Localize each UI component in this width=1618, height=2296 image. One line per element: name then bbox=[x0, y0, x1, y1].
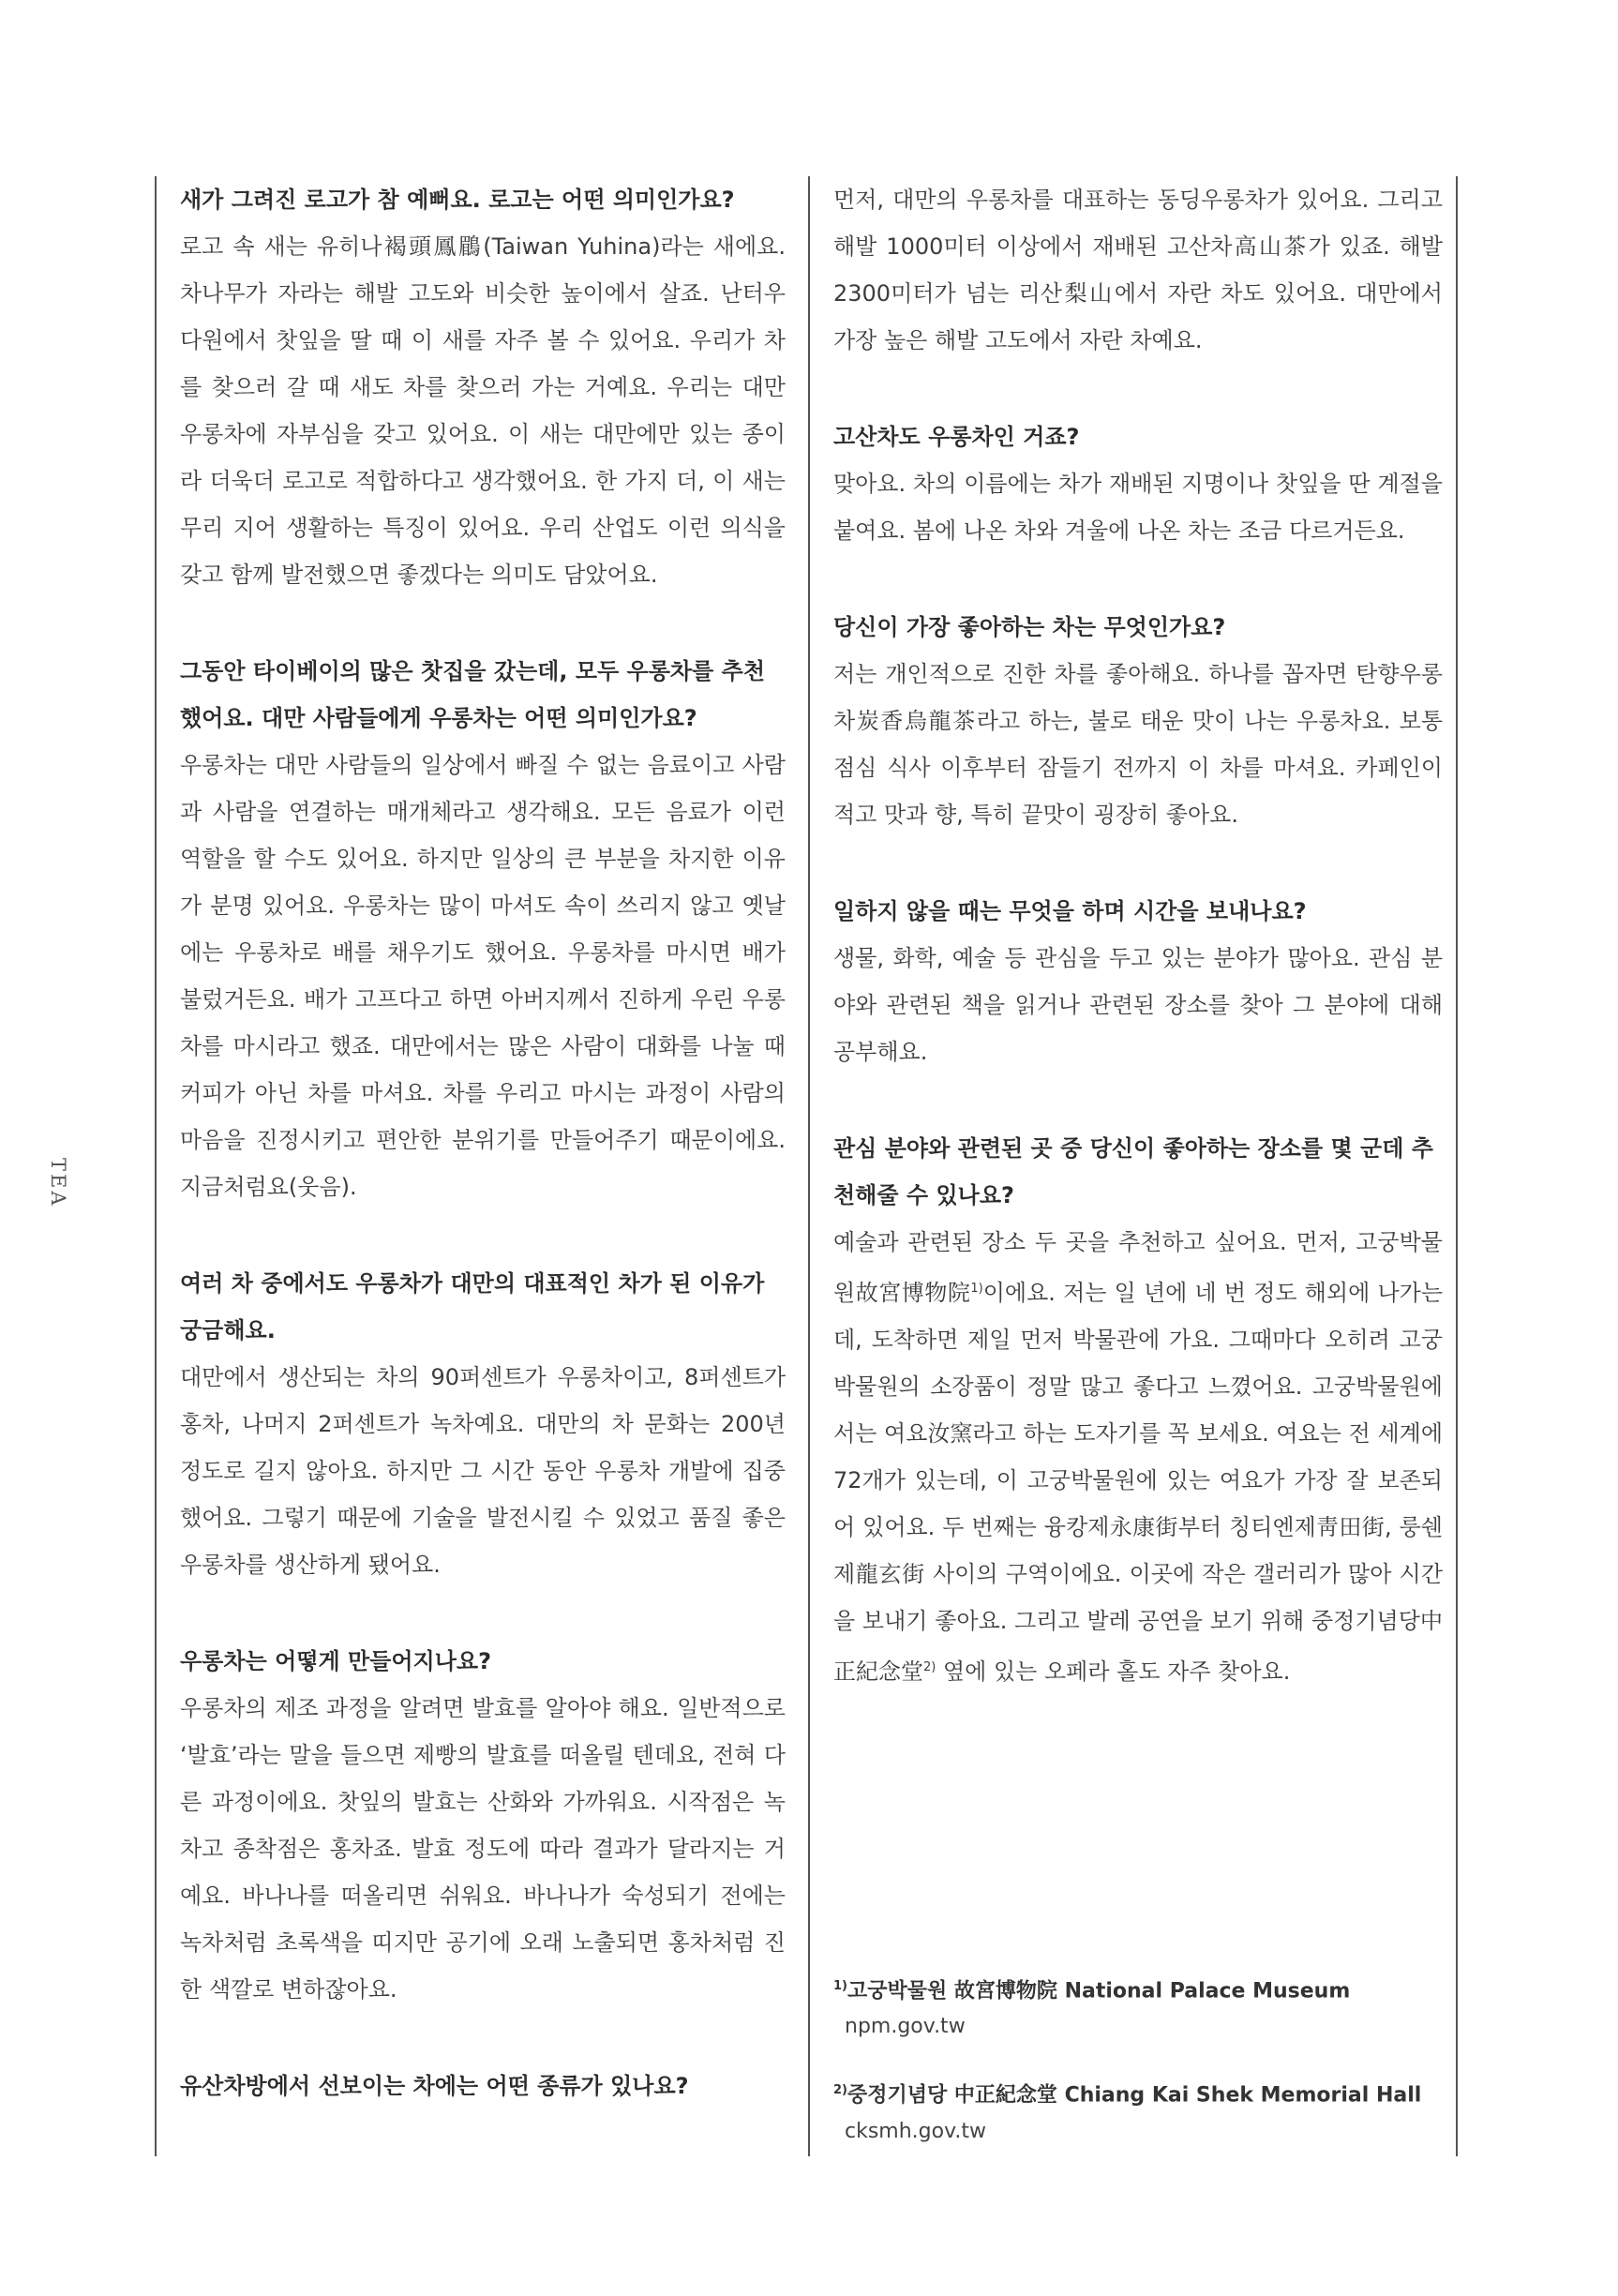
footnote-title bbox=[833, 2073, 1443, 2113]
column-rule-left bbox=[155, 176, 157, 2156]
answer-text: 예술과 관련된 장소 두 곳을 추천하고 싶어요. 먼저, 고궁박물원故宮博物院 bbox=[833, 1229, 1443, 1306]
answer-continued: 먼저, 대만의 우롱차를 대표하는 동딩우롱차가 있어요. 그리고 해발 1000미터 이상에서 재배된 고산차高山茶가 있죠. 해발 2300미터가 넘는 리산梨山에서 자란 차도 있어요. 대만에서 가장 높은 해발 고도에서 자란 차예요. bbox=[833, 187, 1443, 353]
left-column bbox=[180, 176, 786, 2159]
question: 유산차방에서 선보이는 차에는 어떤 종류가 있나요? bbox=[180, 2073, 689, 2099]
qa-block bbox=[180, 1638, 786, 2013]
answer-text: 이에요. 저는 일 년에 네 번 정도 해외에 나가는데, 도착하면 제일 먼저 박물관에 가요. 그때마다 오히려 고궁박물원의 소장품이 정말 많고 좋다고 느꼈어요. 고궁박물원에서는 여요汝窯라고 하는 도자기를 꼭 보세요. 여요는 전 세계에 72개가 있는데, 이 고궁박물원에 있는 여요가 가장 잘 보존되어 있어요. 두 번째는 융캉제永康街부터 칭티엔제靑田街, 룽쉔제龍玄街 사이의 구역이에요. 이곳에 작은 갤러리가 많아 시간을 보내기 좋아요. 그리고 발레 공연을 보기 위해 중정기념당中正紀念堂 bbox=[833, 1280, 1443, 1685]
footnote-title bbox=[833, 1969, 1443, 2009]
qa-block bbox=[180, 176, 786, 598]
column-rule-right bbox=[1456, 176, 1458, 2156]
answer: 맞아요. 차의 이름에는 차가 재배된 지명이나 찻잎을 딴 계절을 붙여요. 봄에 나온 차와 겨울에 나온 차는 조금 다르거든요. bbox=[833, 471, 1443, 544]
answer: 대만에서 생산되는 차의 90퍼센트가 우롱차이고, 8퍼센트가 홍차, 나머지 2퍼센트가 녹차예요. 대만의 차 문화는 200년 정도로 길지 않아요. 하지만 그 시간 동안 우롱차 개발에 집중했어요. 그렇기 때문에 기술을 발전시킬 수 있었고 품질 좋은 우롱차를 생산하게 됐어요. bbox=[180, 1364, 786, 1578]
footnote-mark: 1) bbox=[833, 1979, 847, 1993]
answer: 우롱차는 대만 사람들의 일상에서 빠질 수 없는 음료이고 사람과 사람을 연결하는 매개체라고 생각해요. 모든 음료가 이런 역할을 할 수도 있어요. 하지만 일상의 큰 부분을 차지한 이유가 분명 있어요. 우롱차는 많이 마셔도 속이 쓰리지 않고 옛날에는 우롱차로 배를 채우기도 했어요. 우롱차를 마시면 배가 불렀거든요. 배가 고프다고 하면 아버지께서 진하게 우린 우롱차를 마시라고 했죠. 대만에서는 많은 사람이 대화를 나눌 때 커피가 아닌 차를 마셔요. 차를 우리고 마시는 과정이 사람의 마음을 진정시키고 편안한 분위기를 만들어주기 때문이에요. 지금처럼요(웃음). bbox=[180, 752, 786, 1200]
answer: 저는 개인적으로 진한 차를 좋아해요. 하나를 꼽자면 탄향우롱차炭香烏龍茶라고 하는, 불로 태운 맛이 나는 우롱차요. 보통 점심 식사 이후부터 잠들기 전까지 이 차를 마셔요. 카페인이 적고 맛과 향, 특히 끝맛이 굉장히 좋아요. bbox=[833, 661, 1443, 828]
qa-block bbox=[833, 413, 1443, 554]
answer: 우롱차의 제조 과정을 알려면 발효를 알아야 해요. 일반적으로 ‘발효’라는 말을 들으면 제빵의 발효를 떠올릴 텐데요, 전혀 다른 과정이에요. 찻잎의 발효는 산화와 가까워요. 시작점은 녹차고 종착점은 홍차죠. 발효 정도에 따라 결과가 달라지는 거예요. 바나나를 떠올리면 쉬워요. 바나나가 숙성되기 전에는 녹차처럼 초록색을 띠지만 공기에 오래 노출되면 홍차처럼 진한 색깔로 변하잖아요. bbox=[180, 1695, 786, 2003]
footnote bbox=[833, 1969, 1443, 2045]
qa-block bbox=[833, 888, 1443, 1075]
question: 당신이 가장 좋아하는 차는 무엇인가요? bbox=[833, 614, 1226, 640]
question: 그동안 타이베이의 많은 찻집을 갔는데, 모두 우롱차를 추천했어요. 대만 사람들에게 우롱차는 어떤 의미인가요? bbox=[180, 658, 766, 731]
footnote-url: npm.gov.tw bbox=[845, 2015, 966, 2039]
question: 일하지 않을 때는 무엇을 하며 시간을 보내나요? bbox=[833, 898, 1307, 924]
right-column bbox=[833, 176, 1443, 1745]
footnote bbox=[833, 2073, 1443, 2149]
footnote-ref: 2) bbox=[923, 1660, 936, 1674]
column-rule-middle bbox=[808, 176, 810, 2156]
footnote-url: cksmh.gov.tw bbox=[845, 2119, 987, 2143]
footnote-title-text: 중정기념당 中正紀念堂 Chiang Kai Shek Memorial Hall bbox=[847, 2083, 1422, 2108]
answer bbox=[833, 1219, 1443, 1695]
section-label: TEA bbox=[47, 1158, 69, 1208]
footnote-ref: 1) bbox=[970, 1282, 983, 1296]
qa-block bbox=[833, 1125, 1443, 1695]
qa-block bbox=[180, 2063, 786, 2109]
qa-block bbox=[180, 648, 786, 1210]
answer: 로고 속 새는 유히나褐頭鳳鶥(Taiwan Yuhina)라는 새에요. 차나무가 자라는 해발 고도와 비슷한 높이에서 살죠. 난터우 다원에서 찻잎을 딸 때 이 새를 자주 볼 수 있어요. 우리가 차를 찾으러 갈 때 새도 차를 찾으러 가는 거예요. 우리는 대만 우롱차에 자부심을 갖고 있어요. 이 새는 대만에만 있는 종이라 더욱더 로고로 적합하다고 생각했어요. 한 가지 더, 이 새는 무리 지어 생활하는 특징이 있어요. 우리 산업도 이런 의식을 갖고 함께 발전했으면 좋겠다는 의미도 담았어요. bbox=[180, 233, 786, 588]
question: 고산차도 우롱차인 거죠? bbox=[833, 424, 1080, 450]
footnote-title-text: 고궁박물원 故宮博物院 National Palace Museum bbox=[847, 1979, 1351, 2003]
question: 새가 그려진 로고가 참 예뻐요. 로고는 어떤 의미인가요? bbox=[180, 187, 735, 213]
question: 관심 분야와 관련된 곳 중 당신이 좋아하는 장소를 몇 군데 추천해줄 수 있나요? bbox=[833, 1135, 1433, 1208]
footnote-mark: 2) bbox=[833, 2083, 847, 2098]
footnotes bbox=[833, 1969, 1443, 2178]
qa-block bbox=[833, 604, 1443, 838]
question: 여러 차 중에서도 우롱차가 대만의 대표적인 차가 된 이유가 궁금해요. bbox=[180, 1270, 765, 1343]
qa-block bbox=[180, 1260, 786, 1588]
answer: 생물, 화학, 예술 등 관심을 두고 있는 분야가 많아요. 관심 분야와 관련된 책을 읽거나 관련된 장소를 찾아 그 분야에 대해 공부해요. bbox=[833, 945, 1443, 1065]
question: 우롱차는 어떻게 만들어지나요? bbox=[180, 1648, 492, 1674]
answer-text: 옆에 있는 오페라 홀도 자주 찾아요. bbox=[936, 1658, 1291, 1685]
